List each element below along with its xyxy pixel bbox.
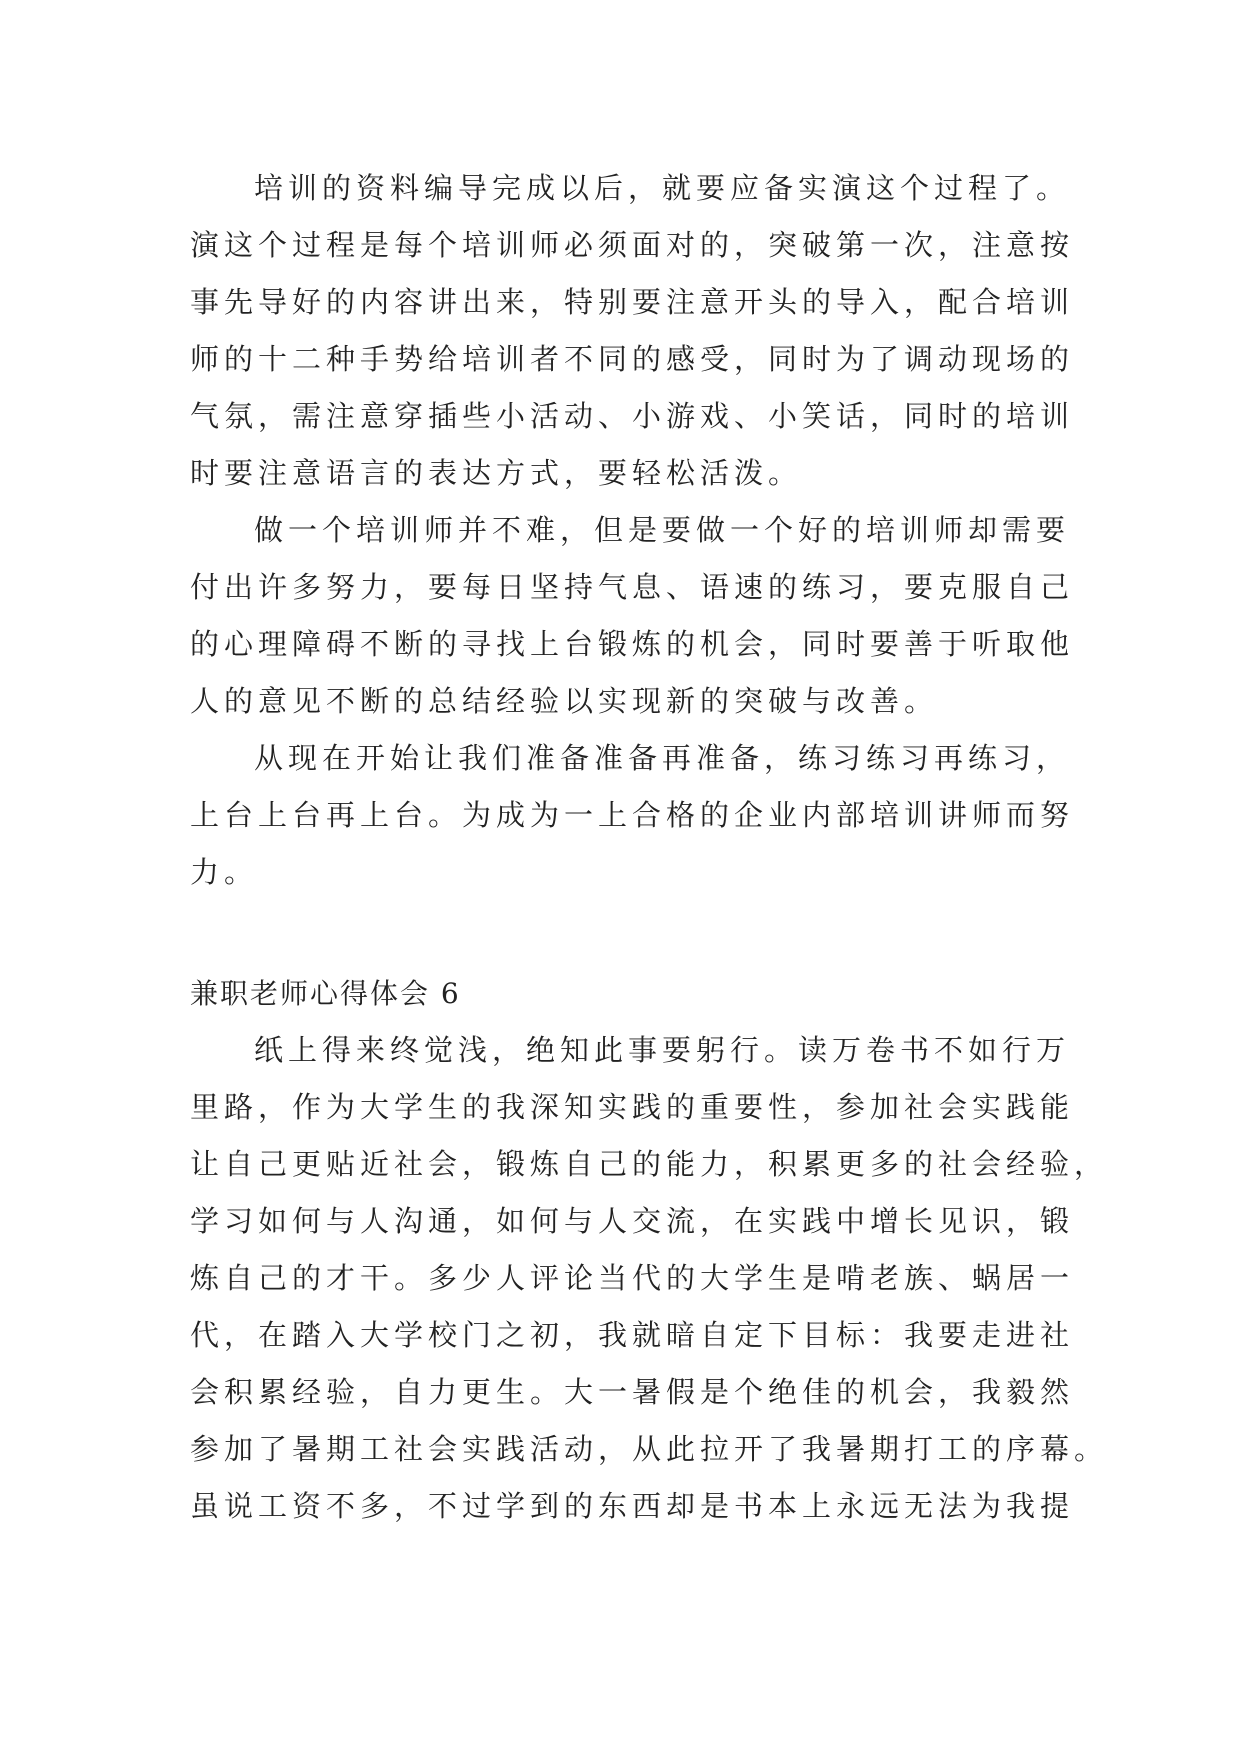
paragraph-line: 的心理障碍不断的寻找上台锻炼的机会，同时要善于听取他: [190, 627, 1075, 661]
paragraph: [190, 160, 1075, 502]
section-title: 兼职老师心得体会 6: [190, 977, 461, 1010]
paragraph: [190, 730, 1075, 901]
paragraph-line: 让自己更贴近社会，锻炼自己的能力，积累更多的社会经验，: [190, 1147, 1109, 1181]
paragraph-line: 人的意见不断的总结经验以实现新的突破与改善。: [190, 684, 939, 718]
paragraph-line: 付出许多努力，要每日坚持气息、语速的练习，要克服自己: [190, 570, 1075, 604]
paragraph: [190, 502, 1075, 730]
paragraph-line: 参加了暑期工社会实践活动，从此拉开了我暑期打工的序幕。: [190, 1432, 1109, 1466]
paragraph-line: 从现在开始让我们准备准备再准备，练习练习再练习，: [254, 741, 1071, 775]
paragraph-line: 演这个过程是每个培训师必须面对的，突破第一次，注意按: [190, 228, 1075, 262]
paragraph-line: 代，在踏入大学校门之初，我就暗自定下目标：我要走进社: [190, 1318, 1075, 1352]
paragraph-line: 炼自己的才干。多少人评论当代的大学生是啃老族、蜗居一: [190, 1261, 1075, 1295]
paragraph-line: 里路，作为大学生的我深知实践的重要性，参加社会实践能: [190, 1090, 1075, 1124]
document-body: [190, 160, 1109, 1535]
paragraph-line: 做一个培训师并不难，但是要做一个好的培训师却需要: [254, 513, 1071, 547]
paragraph-line: 纸上得来终觉浅，绝知此事要躬行。读万卷书不如行万: [254, 1033, 1071, 1067]
paragraph-line: 事先导好的内容讲出来，特别要注意开头的导入，配合培训: [190, 285, 1075, 319]
paragraph-line: 虽说工资不多，不过学到的东西却是书本上永远无法为我提: [190, 1489, 1075, 1523]
paragraph: [190, 1022, 1109, 1535]
paragraph-line: 会积累经验，自力更生。大一暑假是个绝佳的机会，我毅然: [190, 1375, 1075, 1409]
paragraph-line: 师的十二种手势给培训者不同的感受，同时为了调动现场的: [190, 342, 1075, 376]
section-spacer: [190, 901, 1070, 965]
paragraph-line: 力。: [190, 855, 259, 889]
paragraph-line: 培训的资料编导完成以后，就要应备实演这个过程了。: [254, 171, 1071, 205]
paragraph-line: 气氛，需注意穿插些小活动、小游戏、小笑话，同时的培训: [190, 399, 1075, 433]
paragraph-line: 时要注意语言的表达方式，要轻松活泼。: [190, 456, 803, 490]
paragraph-line: 上台上台再上台。为成为一上合格的企业内部培训讲师而努: [190, 798, 1075, 832]
paragraph-line: 学习如何与人沟通，如何与人交流，在实践中增长见识，锻: [190, 1204, 1075, 1238]
